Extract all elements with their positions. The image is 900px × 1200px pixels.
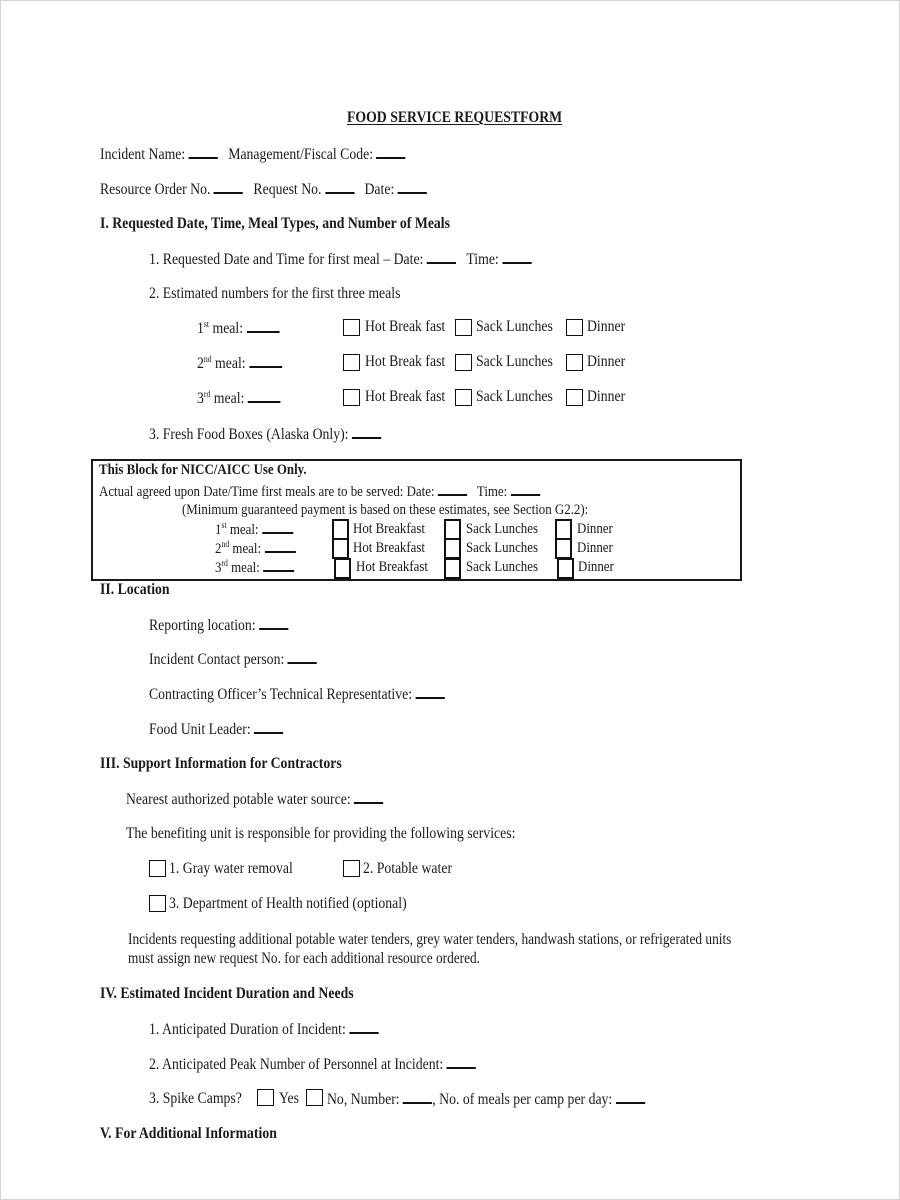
resource-order-row <box>100 180 427 199</box>
nicc-meal-3-dinner-label: Dinner <box>578 559 614 575</box>
meal-2-dinner-label: Dinner <box>587 353 626 370</box>
section-1-heading: I. Requested Date, Time, Meal Types, and Number of Meals <box>100 215 450 232</box>
meal-1-dinner-checkbox[interactable] <box>566 319 583 336</box>
dept-health-notified-label: 3. Department of Health notified (optional) <box>169 895 407 912</box>
mgmt-code-label: Management/Fiscal Code: <box>228 146 374 163</box>
reporting-location-row: Reporting location: <box>149 616 288 635</box>
services-intro: The benefiting unit is responsible for providing the following services: <box>126 825 516 842</box>
nicc-note: (Minimum guaranteed payment is based on these estimates, see Section G2.2): <box>182 502 589 518</box>
nicc-meal-2-sack-lunches-checkbox[interactable] <box>444 538 461 559</box>
meals-per-camp-field[interactable] <box>616 1090 645 1104</box>
first-meal-time-label: Time: <box>466 251 499 268</box>
date-label: Date: <box>364 181 395 198</box>
nicc-meal-2-dinner-label: Dinner <box>577 540 613 556</box>
duration-field[interactable] <box>349 1020 378 1034</box>
nicc-meal-3-sack-lunches-checkbox[interactable] <box>444 558 461 579</box>
gray-water-removal-checkbox[interactable] <box>149 860 166 877</box>
section-4-heading: IV. Estimated Incident Duration and Needs <box>100 985 354 1002</box>
nicc-meal-1-dinner-label: Dinner <box>577 521 613 537</box>
meal-1-count-field[interactable] <box>247 319 280 333</box>
spike-camps-number-field[interactable] <box>403 1090 432 1104</box>
fresh-food-boxes-label: 3. Fresh Food Boxes (Alaska Only): <box>149 426 349 443</box>
gray-water-removal-label: 1. Gray water removal <box>169 860 293 877</box>
nicc-meal-2-hot-breakfast-checkbox[interactable] <box>332 538 349 559</box>
nicc-meal-3-row: 3rd meal: <box>215 558 294 577</box>
meal-1-dinner-label: Dinner <box>587 318 626 335</box>
potable-water-label: 2. Potable water <box>363 860 453 877</box>
meal-3-sack-lunches-checkbox[interactable] <box>455 389 472 406</box>
incident-name-field[interactable] <box>189 145 218 159</box>
reporting-location-field[interactable] <box>259 616 288 630</box>
meal-1-hot-breakfast-label: Hot Break fast <box>365 318 446 335</box>
incident-contact-row: Incident Contact person: <box>149 650 317 669</box>
nicc-meal-3-sack-lunches-label: Sack Lunches <box>466 559 539 575</box>
food-unit-leader-row: Food Unit Leader: <box>149 720 283 739</box>
meal-3-dinner-checkbox[interactable] <box>566 389 583 406</box>
meal-1-sack-lunches-checkbox[interactable] <box>455 319 472 336</box>
meal-3-hot-breakfast-label: Hot Break fast <box>365 388 446 405</box>
cotr-field[interactable] <box>416 685 445 699</box>
meal-2-sack-lunches-label: Sack Lunches <box>476 353 553 370</box>
meal-1-row: 1st meal: <box>197 319 279 338</box>
nicc-meal-3-hot-breakfast-checkbox[interactable] <box>334 558 351 579</box>
first-meal-time-field[interactable] <box>502 250 531 264</box>
nicc-block-heading: This Block for NICC/AICC Use Only. <box>99 462 307 478</box>
nicc-meal-2-hot-breakfast-label: Hot Breakfast <box>353 540 426 556</box>
nicc-meal-1-row: 1st meal: <box>215 520 293 539</box>
meal-3-hot-breakfast-checkbox[interactable] <box>343 389 360 406</box>
request-no-label: Request No. <box>253 181 322 198</box>
meal-1-hot-breakfast-checkbox[interactable] <box>343 319 360 336</box>
nicc-meal-2-sack-lunches-label: Sack Lunches <box>466 540 539 556</box>
cotr-row: Contracting Officer’s Technical Representative: <box>149 685 445 704</box>
nicc-actual-date-row: Actual agreed upon Date/Time first meals are to be served: Date: Time: <box>99 482 540 501</box>
nicc-meal-2-dinner-checkbox[interactable] <box>555 538 572 559</box>
nicc-meal-3-count-field[interactable] <box>263 558 294 572</box>
meal-3-row: 3rd meal: <box>197 389 280 408</box>
meal-2-sack-lunches-checkbox[interactable] <box>455 354 472 371</box>
food-unit-leader-field[interactable] <box>254 720 283 734</box>
section-3-heading: III. Support Information for Contractors <box>100 755 342 772</box>
nicc-meal-1-sack-lunches-label: Sack Lunches <box>466 521 539 537</box>
section-5-heading: V. For Additional Information <box>100 1125 277 1142</box>
meal-1-sack-lunches-label: Sack Lunches <box>476 318 553 335</box>
meal-3-dinner-label: Dinner <box>587 388 626 405</box>
meal-3-sack-lunches-label: Sack Lunches <box>476 388 553 405</box>
nicc-meal-1-hot-breakfast-label: Hot Breakfast <box>353 521 426 537</box>
meal-3-count-field[interactable] <box>248 389 281 403</box>
nicc-meal-2-row: 2nd meal: <box>215 539 295 558</box>
spike-camps-yes-label: Yes <box>279 1090 300 1107</box>
additional-resources-note-line2: must assign new request No. for each additional resource ordered. <box>128 950 481 967</box>
additional-resources-note-line1: Incidents requesting additional potable water tenders, grey water tenders, handwash stations, or refrigerated units <box>128 931 732 948</box>
meal-2-hot-breakfast-checkbox[interactable] <box>343 354 360 371</box>
spike-camps-no-checkbox[interactable] <box>306 1089 323 1106</box>
nicc-meal-3-hot-breakfast-label: Hot Breakfast <box>356 559 429 575</box>
peak-personnel-row: 2. Anticipated Peak Number of Personnel at Incident: <box>149 1055 476 1074</box>
meal-2-count-field[interactable] <box>249 354 282 368</box>
dept-health-notified-checkbox[interactable] <box>149 895 166 912</box>
incident-name-row <box>100 145 406 164</box>
peak-personnel-field[interactable] <box>447 1055 476 1069</box>
resource-order-field[interactable] <box>214 180 243 194</box>
nicc-meal-1-hot-breakfast-checkbox[interactable] <box>332 519 349 540</box>
nicc-meal-2-count-field[interactable] <box>265 539 296 553</box>
estimated-numbers-label: 2. Estimated numbers for the first three meals <box>149 285 401 302</box>
incident-contact-field[interactable] <box>288 650 317 664</box>
potable-water-checkbox[interactable] <box>343 860 360 877</box>
section-2-heading: II. Location <box>100 581 170 598</box>
incident-name-label: Incident Name: <box>100 146 186 163</box>
resource-order-label: Resource Order No. <box>100 181 211 198</box>
mgmt-code-field[interactable] <box>376 145 405 159</box>
water-source-row: Nearest authorized potable water source: <box>126 790 383 809</box>
first-meal-row <box>149 250 531 269</box>
spike-camps-no-row: No, Number: , No. of meals per camp per day: <box>327 1090 645 1109</box>
meal-2-row: 2nd meal: <box>197 354 282 373</box>
nicc-meal-1-dinner-checkbox[interactable] <box>555 519 572 540</box>
water-source-field[interactable] <box>354 790 383 804</box>
nicc-meal-3-dinner-checkbox[interactable] <box>557 558 574 579</box>
first-meal-date-label: 1. Requested Date and Time for first meal – Date: <box>149 251 424 268</box>
nicc-meal-1-count-field[interactable] <box>262 520 293 534</box>
request-no-field[interactable] <box>325 180 354 194</box>
spike-camps-yes-checkbox[interactable] <box>257 1089 274 1106</box>
fresh-food-boxes-field[interactable] <box>352 425 381 439</box>
first-meal-date-field[interactable] <box>427 250 456 264</box>
meal-2-dinner-checkbox[interactable] <box>566 354 583 371</box>
form-title: FOOD SERVICE REQUESTFORM <box>347 109 563 126</box>
nicc-time-field[interactable] <box>511 482 540 496</box>
nicc-date-field[interactable] <box>438 482 467 496</box>
nicc-meal-1-sack-lunches-checkbox[interactable] <box>444 519 461 540</box>
date-field[interactable] <box>398 180 427 194</box>
spike-camps-label: 3. Spike Camps? <box>149 1090 242 1107</box>
duration-row: 1. Anticipated Duration of Incident: <box>149 1020 378 1039</box>
fresh-food-boxes-row <box>149 425 381 444</box>
meal-2-hot-breakfast-label: Hot Break fast <box>365 353 446 370</box>
